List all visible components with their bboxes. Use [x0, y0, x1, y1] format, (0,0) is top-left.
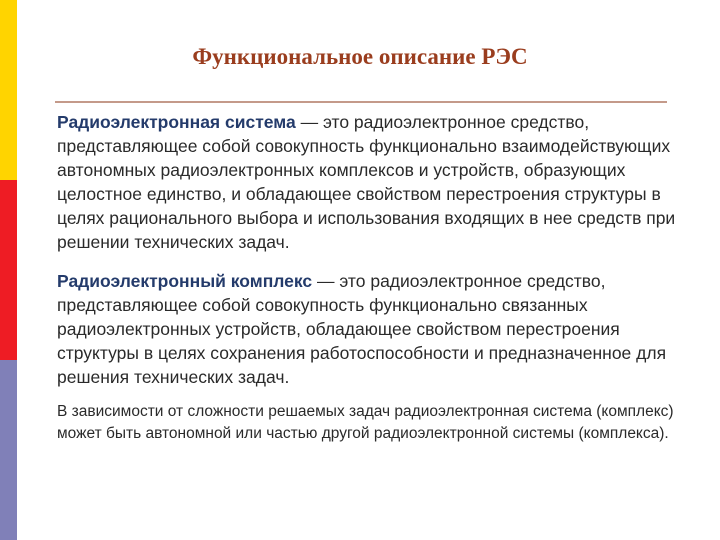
accent-bar-blue [0, 360, 17, 540]
paragraph-complex-definition [57, 269, 682, 389]
slide-body [57, 110, 682, 445]
paragraph-note: В зависимости от сложности решаемых задач радиоэлектронная система (комплекс) может быть автономной или частью другой радиоэлектронной системы (комплекса). [57, 403, 674, 443]
term-radioelectronic-system: Радиоэлектронная система [57, 112, 296, 132]
term-radioelectronic-complex: Радиоэлектронный комплекс [57, 270, 313, 291]
slide-title: Функциональное описание РЭС [192, 44, 528, 69]
title-divider [55, 101, 667, 103]
definition-text: — это радиоэлектронное средство, представляющее собой совокупность функционально связанных радиоэлектронных устройств, обладающее свойством перестроения структуры в целях сохранения работоспособности и предназначенное для решения технических задач. [57, 270, 667, 387]
accent-bar-yellow [0, 0, 17, 180]
paragraph-system-definition [57, 110, 682, 255]
definition-text: — это радиоэлектронное средство, представляющее собой совокупность функционально взаимодействующих автономных радиоэлектронных комплексов и устройств, образующих целостное единство, и обладающее свойством перестроения структуры в целях рационального выбора и использования входящих в нее средств при решении технических задач. [57, 112, 676, 253]
accent-bar-red [0, 180, 17, 360]
